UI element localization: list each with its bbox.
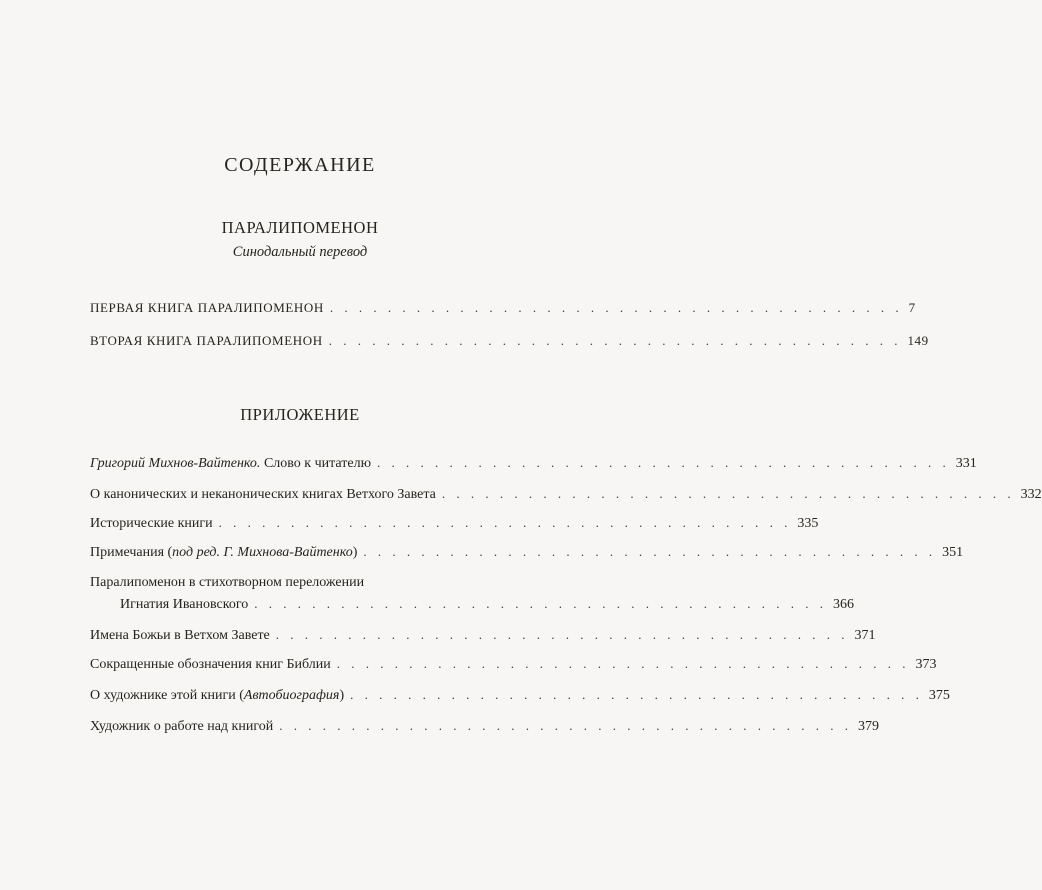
- toc-entry-about-artist[interactable]: [90, 686, 950, 705]
- toc-entry-label: О канонических и неканонических книгах Ветхого Завета: [90, 487, 436, 502]
- toc-entry-label: [90, 544, 357, 562]
- toc-entry-historical-books[interactable]: [90, 514, 819, 533]
- page-title: СОДЕРЖАНИЕ: [224, 154, 376, 176]
- toc-entry-label: Игнатия Ивановского: [120, 597, 249, 612]
- leader-dots: . . . . . . . . . . . . . . . . . . . . . . . . . . . . . . . . . . . . . . . .: [328, 333, 902, 348]
- leader-dots: . . . . . . . . . . . . . . . . . . . . . . . . . . . . . . . . . . . . . . . .: [279, 718, 852, 733]
- toc-entry-label-suffix: ): [352, 545, 358, 560]
- toc-entry-page: 335: [797, 516, 819, 531]
- leader-dots: . . . . . . . . . . . . . . . . . . . . . . . . . . . . . . . . . . . . . . . .: [377, 455, 950, 470]
- section-subtitle: Синодальный перевод: [232, 244, 368, 260]
- toc-entry-second-book[interactable]: [90, 332, 929, 350]
- toc-entry-label: Исторические книги: [90, 516, 213, 531]
- leader-dots: . . . . . . . . . . . . . . . . . . . . . . . . . . . . . . . . . . . . . . . .: [350, 687, 923, 702]
- toc-entry-page: 149: [907, 333, 929, 348]
- toc-entry-title: Слово к читателю: [260, 456, 372, 471]
- toc-entry-names-of-god[interactable]: [90, 626, 876, 645]
- leader-dots: . . . . . . . . . . . . . . . . . . . . . . . . . . . . . . . . . . . . . . . .: [254, 596, 827, 611]
- toc-entry-label: ВТОРАЯ КНИГА ПАРАЛИПОМЕНОН: [90, 333, 323, 348]
- toc-entry-notes[interactable]: [90, 543, 964, 562]
- leader-dots: . . . . . . . . . . . . . . . . . . . . . . . . . . . . . . . . . . . . . . . .: [275, 627, 849, 642]
- toc-entry-canonical-books[interactable]: [90, 485, 1042, 504]
- toc-entry-page: 373: [915, 657, 937, 672]
- toc-entry-artist-work[interactable]: [90, 717, 879, 736]
- leader-dots: . . . . . . . . . . . . . . . . . . . . . . . . . . . . . . . . . . . . . . . .: [329, 300, 903, 315]
- toc-entry-foreword[interactable]: [90, 454, 977, 473]
- toc-entry-page: 366: [832, 597, 854, 612]
- toc-entry-page: 375: [928, 688, 950, 703]
- leader-dots: . . . . . . . . . . . . . . . . . . . . . . . . . . . . . . . . . . . . . . . .: [441, 486, 1015, 501]
- toc-entry-page: 331: [955, 456, 977, 471]
- leader-dots: . . . . . . . . . . . . . . . . . . . . . . . . . . . . . . . . . . . . . . . .: [336, 656, 910, 671]
- toc-entry-page: 379: [857, 719, 879, 734]
- toc-entry-label: [90, 687, 344, 705]
- toc-entry-page: 332: [1020, 487, 1042, 502]
- toc-entry-page: 371: [854, 628, 876, 643]
- toc-entry-label: Художник о работе над книгой: [90, 719, 274, 734]
- toc-entry-label: Сокращенные обозначения книг Библии: [90, 657, 331, 672]
- toc-entry-label: ПЕРВАЯ КНИГА ПАРАЛИПОМЕНОН: [90, 300, 324, 315]
- toc-entry-abbreviations[interactable]: [90, 655, 937, 674]
- toc-entry-page: 351: [942, 545, 964, 560]
- toc-entry-first-book[interactable]: [90, 299, 916, 317]
- section-title-appendix: ПРИЛОЖЕНИЕ: [240, 405, 360, 424]
- toc-entry-page: 7: [908, 300, 916, 315]
- toc-entry-editor: под ред. Г. Михнова-Вайтенко: [172, 545, 353, 560]
- toc-entry-verse-line1[interactable]: Паралипоменон в стихотворном переложении: [90, 575, 365, 590]
- section-title-paralipomenon: ПАРАЛИПОМЕНОН: [221, 218, 379, 237]
- toc-entry-label: [90, 455, 371, 473]
- toc-entry-label-prefix: О художнике этой книги (: [90, 688, 244, 703]
- toc-entry-verse[interactable]: [90, 595, 854, 614]
- toc-entry-label-prefix: Примечания (: [90, 545, 173, 560]
- toc-entry-autobiography: Автобиография: [243, 688, 340, 703]
- toc-entry-label-suffix: ): [339, 688, 345, 703]
- leader-dots: . . . . . . . . . . . . . . . . . . . . . . . . . . . . . . . . . . . . . . . .: [363, 544, 937, 559]
- leader-dots: . . . . . . . . . . . . . . . . . . . . . . . . . . . . . . . . . . . . . . . .: [218, 515, 792, 530]
- toc-entry-author: Григорий Михнов-Вайтенко.: [90, 456, 261, 471]
- toc-entry-label: Имена Божьи в Ветхом Завете: [90, 628, 270, 643]
